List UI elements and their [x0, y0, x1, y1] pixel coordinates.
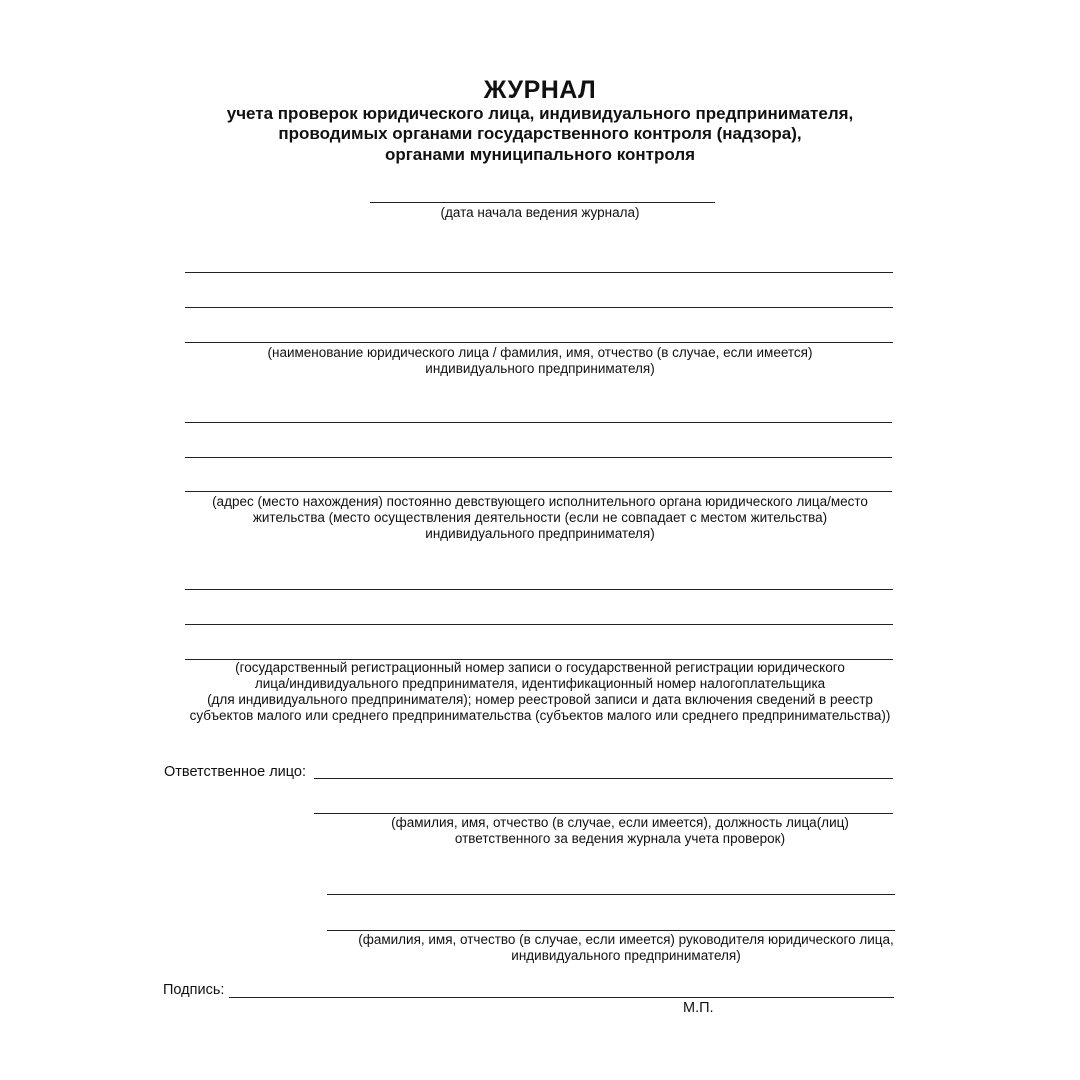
- start-date-caption: (дата начала ведения журнала): [440, 205, 640, 220]
- document-subtitle-line-1: учета проверок юридического лица, индивидуального предпринимателя,: [226, 104, 854, 123]
- signature-field-line[interactable]: [229, 997, 894, 998]
- registration-field-line-1[interactable]: [185, 589, 893, 590]
- address-caption-line-2: жительства (место осуществления деятельности (если не совпадает с местом жительства): [252, 510, 828, 525]
- document-title: ЖУРНАЛ: [483, 76, 597, 104]
- entity-name-field-line-2[interactable]: [185, 307, 893, 308]
- registration-caption-line-1: (государственный регистрационный номер записи о государственной регистрации юридического: [235, 660, 845, 675]
- entity-name-caption-line-2: индивидуального предпринимателя): [425, 361, 655, 376]
- address-field-line-2[interactable]: [185, 457, 892, 458]
- head-caption-line-1: (фамилия, имя, отчество (в случае, если имеется) руководителя юридического лица,: [358, 932, 894, 947]
- entity-name-field-line-3[interactable]: [185, 342, 893, 343]
- address-caption-line-1: (адрес (место нахождения) постоянно девствующего исполнительного органа юридического лица/место: [212, 494, 868, 509]
- responsible-person-caption-line-1: (фамилия, имя, отчество (в случае, если имеется), должность лица(лиц): [391, 815, 849, 830]
- address-field-line-3[interactable]: [185, 491, 892, 492]
- registration-caption-line-3: (для индивидуального предпринимателя); номер реестровой записи и дата включения сведений в реестр: [207, 692, 873, 707]
- entity-name-caption-line-1: (наименование юридического лица / фамилия, имя, отчество (в случае, если имеется): [267, 345, 813, 360]
- head-field-line-1[interactable]: [327, 894, 895, 895]
- stamp-label: М.П.: [683, 1000, 714, 1016]
- document-subtitle-line-2: проводимых органами государственного контроля (надзора),: [278, 124, 802, 143]
- responsible-person-caption-line-2: ответственного за ведения журнала учета проверок): [454, 831, 786, 846]
- responsible-person-field-line-1[interactable]: [314, 778, 893, 779]
- address-field-line-1[interactable]: [185, 422, 892, 423]
- registration-field-line-2[interactable]: [185, 624, 893, 625]
- responsible-person-label: Ответственное лицо:: [164, 764, 306, 780]
- address-caption-line-3: индивидуального предпринимателя): [425, 526, 655, 541]
- start-date-field-line[interactable]: [370, 202, 715, 203]
- head-caption-line-2: индивидуального предпринимателя): [511, 948, 741, 963]
- document-subtitle-line-3: органами муниципального контроля: [384, 145, 696, 164]
- registration-caption-line-4: субъектов малого или среднего предпринимательства (субъектов малого или среднего предпринимательства)): [189, 708, 891, 723]
- head-field-line-2[interactable]: [327, 930, 895, 931]
- responsible-person-field-line-2[interactable]: [314, 813, 893, 814]
- registration-caption-line-2: лица/индивидуального предпринимателя, идентификационный номер налогоплательщика: [254, 676, 826, 691]
- entity-name-field-line-1[interactable]: [185, 272, 893, 273]
- signature-label: Подпись:: [163, 982, 225, 998]
